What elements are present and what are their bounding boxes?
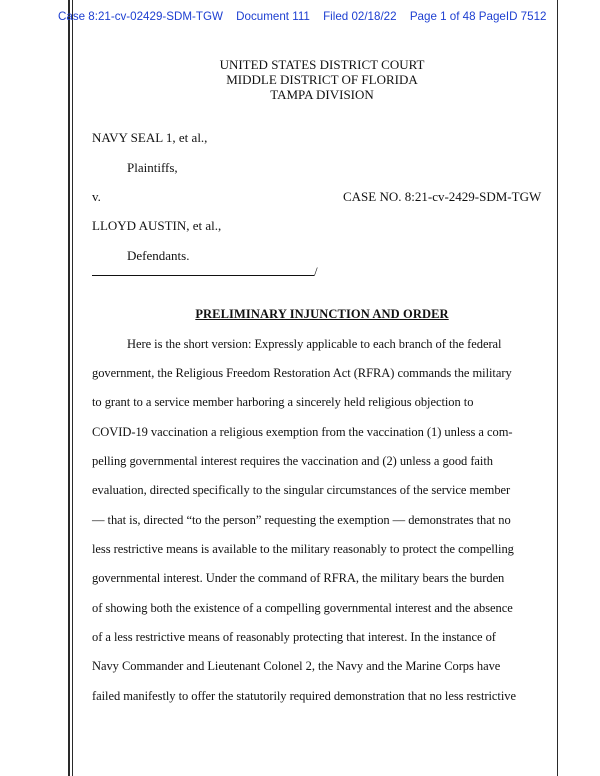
caption-defendant: LLOYD AUSTIN, et al., [92,218,222,233]
caption-rule-slash: / [314,264,318,279]
body-line: Here is the short version: Expressly applicable to each branch of the federal [127,337,502,351]
right-margin-rule [557,0,558,776]
header-filed-date: Filed 02/18/22 [323,10,397,23]
body-line: less restrictive means is available to the military reasonably to protect the compelling [92,542,514,556]
caption-plaintiff: NAVY SEAL 1, et al., [92,130,208,145]
header-case-number: Case 8:21-cv-02429-SDM-TGW [58,10,223,23]
caption-versus: v. [92,189,101,204]
body-line: of a less restrictive means of reasonably protecting that interest. In the instance of [92,630,496,644]
body-line: COVID-19 vaccination a religious exemption from the vaccination (1) unless a com- [92,425,513,439]
body-line: to grant to a service member harboring a sincerely held religious objection to [92,395,474,409]
body-line: Navy Commander and Lieutenant Colonel 2, the Navy and the Marine Corps have [92,659,501,673]
court-district: MIDDLE DISTRICT OF FLORIDA [226,72,418,87]
court-name: UNITED STATES DISTRICT COURT [219,57,425,72]
caption-defendant-role: Defendants. [127,248,190,263]
ecf-header [58,10,556,23]
header-page-info: Page 1 of 48 PageID 7512 [409,10,547,23]
case-number: CASE NO. 8:21-cv-2429-SDM-TGW [343,189,542,204]
body-line: of showing both the existence of a compelling governmental interest and the absence [92,601,513,615]
header-document-number: Document 111 [236,10,310,23]
left-margin-rule [68,0,70,776]
order-title: PRELIMINARY INJUNCTION AND ORDER [195,307,449,321]
body-line: government, the Religious Freedom Restoration Act (RFRA) commands the military [92,366,512,380]
body-line: governmental interest. Under the command of RFRA, the military bears the burden [92,571,505,585]
court-heading [92,57,552,102]
body-line: pelling governmental interest requires the vaccination and (2) unless a good faith [92,454,493,468]
caption-underline [92,264,314,276]
court-division: TAMPA DIVISION [270,87,374,102]
caption-rule [92,264,319,280]
caption-plaintiff-role: Plaintiffs, [127,160,178,175]
body-line: — that is, directed “to the person” requesting the exemption — demonstrates that no [92,513,511,527]
left-margin-rule-inner [72,0,73,776]
body-line: failed manifestly to offer the statutorily required demonstration that no less restrictive [92,689,516,703]
body-line: evaluation, directed specifically to the singular circumstances of the service member [92,483,511,497]
